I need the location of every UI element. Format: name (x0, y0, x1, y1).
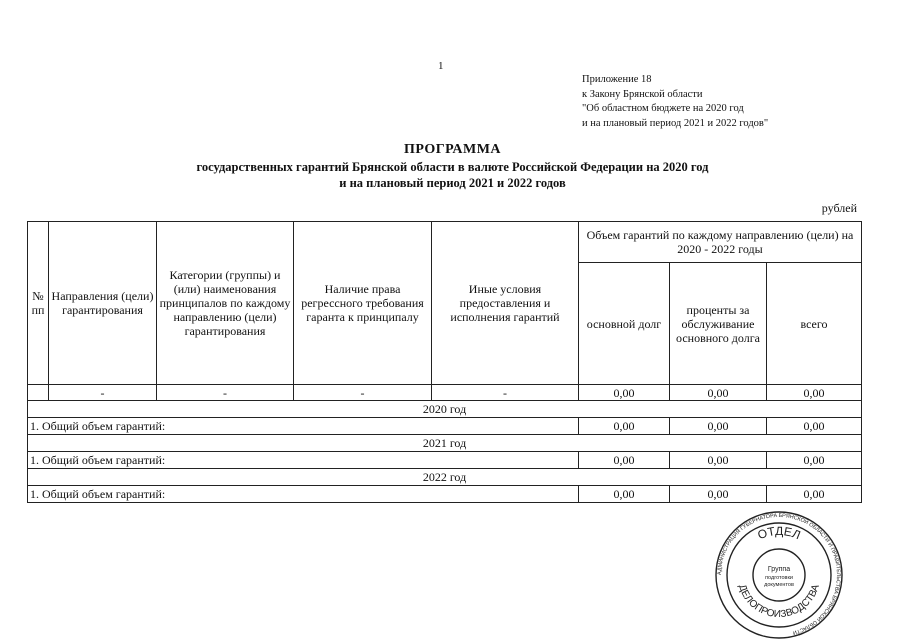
cell-interest: 0,00 (670, 452, 767, 469)
appendix-line: к Закону Брянской области (582, 88, 703, 100)
header-num: № пп (28, 222, 49, 385)
header-volume-group: Объем гарантий по каждому направлению (цели) на 2020 - 2022 годы (579, 222, 862, 263)
svg-text:подготовки: подготовки (765, 575, 793, 581)
stamp-center-text (764, 566, 794, 588)
header-total: всего (767, 263, 862, 385)
year-row (28, 469, 862, 486)
cell-total: 0,00 (767, 452, 862, 469)
total-label: 1. Общий объем гарантий: (28, 486, 579, 503)
unit-label: рублей (821, 201, 857, 215)
stamp-arc-bottom: ДЕЛОПРОИЗВОДСТВА (736, 583, 822, 621)
appendix-note (582, 73, 768, 131)
appendix-line: "Об областном бюджете на 2020 год (582, 103, 744, 114)
cell-principal: 0,00 (579, 418, 670, 435)
cell-regress: - (294, 385, 432, 401)
header-regress: Наличие права регрессного требования гаранта к принципалу (294, 222, 432, 385)
cell-principal: 0,00 (579, 452, 670, 469)
header-row (28, 222, 862, 263)
cell-interest: 0,00 (670, 486, 767, 503)
cell-direction: - (49, 385, 157, 401)
title-line: и на плановый период 2021 и 2022 годов (339, 176, 566, 190)
table-row (28, 418, 862, 435)
guarantees-table (27, 221, 862, 503)
cell-categories: - (157, 385, 294, 401)
header-categories: Категории (группы) и (или) наименования принципалов по каждому направлению (цели) гарантирования (157, 222, 294, 385)
title-line: государственных гарантий Брянской области в валюте Российской Федерации на 2020 год (196, 160, 709, 174)
year-label: 2020 год (28, 401, 862, 418)
cell-principal: 0,00 (579, 385, 670, 401)
year-label: 2022 год (28, 469, 862, 486)
stamp-arc-top: ОТДЕЛ (755, 523, 803, 543)
svg-text:Группа: Группа (767, 566, 791, 573)
table-row (28, 486, 862, 503)
cell-other-terms: - (432, 385, 579, 401)
stamp-ring-text: АДМИНИСТРАЦИЯ ГУБЕРНАТОРА БРЯНСКОЙ ОБЛАСТИ И ПРАВИТЕЛЬСТВА БРЯНСКОЙ ОБЛАСТИ (716, 512, 842, 636)
page-number: 1 (438, 60, 444, 72)
total-label: 1. Общий объем гарантий: (28, 452, 579, 469)
cell-interest: 0,00 (670, 418, 767, 435)
year-row (28, 401, 862, 418)
department-stamp (714, 510, 844, 640)
appendix-line: и на плановый период 2021 и 2022 годов" (582, 117, 769, 129)
appendix-line: Приложение 18 (582, 74, 652, 85)
cell-principal: 0,00 (579, 486, 670, 503)
cell-total: 0,00 (767, 486, 862, 503)
table-row (28, 452, 862, 469)
table-row (28, 385, 862, 401)
cell-interest: 0,00 (670, 385, 767, 401)
cell-num (28, 385, 49, 401)
cell-total: 0,00 (767, 385, 862, 401)
total-label: 1. Общий объем гарантий: (28, 418, 579, 435)
header-direction: Направления (цели) гарантирования (49, 222, 157, 385)
header-interest: проценты за обслуживание основного долга (670, 263, 767, 385)
header-principal: основной долг (579, 263, 670, 385)
document-title (0, 141, 905, 191)
svg-text:документов: документов (764, 582, 794, 588)
cell-total: 0,00 (767, 418, 862, 435)
year-label: 2021 год (28, 435, 862, 452)
year-row (28, 435, 862, 452)
header-other-terms: Иные условия предоставления и исполнения гарантий (432, 222, 579, 385)
title-main: ПРОГРАММА (403, 142, 502, 157)
